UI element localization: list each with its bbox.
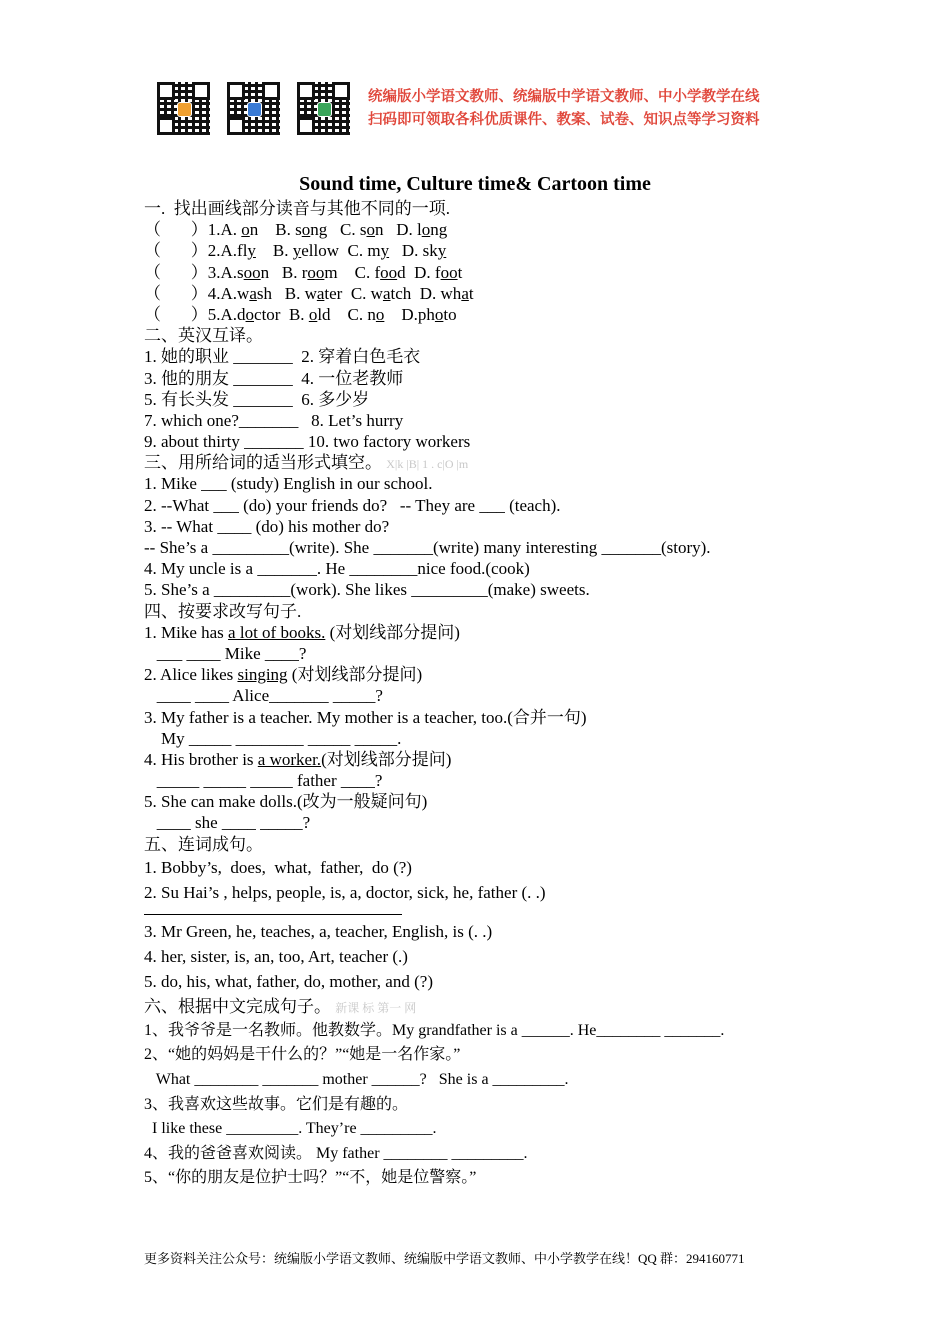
question-row: （ ）5.A.doctor B. old C. no D.photo <box>144 304 457 324</box>
question-row: （ ）4.A.wash B. water C. watch D. what <box>144 283 474 303</box>
fill-row: 2. --What ___ (do) your friends do? -- They are ___ (teach). <box>144 495 561 515</box>
section-5-heading: 五、连词成句。 <box>144 834 263 854</box>
fill-row: 4. My uncle is a _______. He ________nice food.(cook) <box>144 559 530 579</box>
answer-row: My _____ ________ _____ _____. <box>144 728 402 748</box>
question-row: （ ）1.A. on B. song C. son D. long <box>144 220 448 240</box>
answer-row: ___ ____ Mike ____? <box>144 643 307 663</box>
complete-row: What ________ _______ mother ______? She is a _________. <box>144 1071 569 1088</box>
question-row: （ ）2.A.fly B. yellow C. my D. sky <box>144 241 447 261</box>
translation-row: 3. 他的朋友 _______ 4. 一位老教师 <box>144 368 404 388</box>
page-footer: 更多资料关注公众号：统编版小学语文教师、统编版中学语文教师、中小学教学在线！QQ 群：294160771 <box>144 1251 745 1266</box>
order-row: 2. Su Hai’s , helps, people, is, a, doctor, sick, he, father (. .) <box>144 882 546 902</box>
qr-code-icon[interactable] <box>227 82 280 135</box>
complete-row: I like these _________. They’re _________. <box>144 1120 437 1138</box>
answer-row: _____ _____ _____ father ____? <box>144 771 383 791</box>
qr-code-icon[interactable] <box>297 82 350 135</box>
promo-line-2: 扫码即可领取各科优质课件、教案、试卷、知识点等学习资料 <box>368 112 760 128</box>
rewrite-row: 5. She can make dolls.(改为一般疑问句) <box>144 792 428 812</box>
fill-row: 1. Mike ___ (study) English in our school. <box>144 474 433 494</box>
page-title: Sound time, Culture time& Cartoon time <box>299 173 651 195</box>
worksheet-body <box>144 198 844 1191</box>
section-4-heading: 四、按要求改写句子. <box>144 601 302 621</box>
complete-row: 4、我的爸爸喜欢阅读。 My father ________ _________. <box>144 1144 528 1162</box>
fill-row: 5. She’s a _________(work). She likes _________(make) sweets. <box>144 580 590 600</box>
order-row: 1. Bobby’s, does, what, father, do (?) <box>144 857 412 877</box>
watermark-text: 新课 标 第一 网 <box>335 1000 417 1015</box>
section-3-heading: 三、用所给词的适当形式填空。 X|k |B| 1 . c|O |m <box>144 453 469 473</box>
fill-row: -- She’s a _________(write). She _______(write) many interesting _______(story). <box>144 538 711 557</box>
answer-line <box>144 905 402 915</box>
rewrite-row: 4. His brother is a worker.(对划线部分提问) <box>144 749 452 769</box>
qr-code-icon[interactable] <box>157 82 210 135</box>
rewrite-row: 2. Alice likes singing (对划线部分提问) <box>144 665 423 685</box>
order-row: 3. Mr Green, he, teaches, a, teacher, English, is (. .) <box>144 921 493 941</box>
translation-row: 9. about thirty _______ 10. two factory workers <box>144 432 471 452</box>
watermark-text: X|k |B| 1 . c|O |m <box>386 457 469 472</box>
complete-row: 5、“你的朋友是位护士吗？”“不，她是位警察。” <box>144 1169 477 1187</box>
answer-row: ____ she ____ _____? <box>144 813 311 833</box>
section-1-heading: 一. 找出画线部分读音与其他不同的一项. <box>144 199 450 218</box>
translation-row: 1. 她的职业 _______ 2. 穿着白色毛衣 <box>144 347 421 367</box>
order-row: 4. her, sister, is, an, too, Art, teacher (.) <box>144 946 408 966</box>
translation-row: 5. 有长头发 _______ 6. 多少岁 <box>144 389 370 409</box>
question-row: （ ）3.A.soon B. room C. food D. foot <box>144 262 463 282</box>
promo-text <box>368 86 760 132</box>
fill-row: 3. -- What ____ (do) his mother do? <box>144 516 390 536</box>
complete-row: 3、我喜欢这些故事。它们是有趣的。 <box>144 1095 409 1113</box>
qr-code-row <box>157 80 367 136</box>
rewrite-row: 1. Mike has a lot of books. (对划线部分提问) <box>144 622 460 642</box>
complete-row: 1、我爷爷是一名教师。他教数学。My grandfather is a ______. He________ _______. <box>144 1021 725 1039</box>
translation-row: 7. which one?_______ 8. Let’s hurry <box>144 410 404 430</box>
section-6-heading: 六、根据中文完成句子。 新课 标 第一 网 <box>144 996 417 1016</box>
section-2-heading: 二、英汉互译。 <box>144 326 263 346</box>
complete-row: 2、“她的妈妈是干什么的？”“她是一名作家。” <box>144 1046 461 1064</box>
rewrite-row: 3. My father is a teacher. My mother is a teacher, too.(合并一句) <box>144 707 587 727</box>
promo-line-1: 统编版小学语文教师、统编版中学语文教师、中小学教学在线 <box>368 89 760 105</box>
answer-row: ____ ____ Alice_______ _____? <box>144 686 383 706</box>
order-row: 5. do, his, what, father, do, mother, and (?) <box>144 971 433 991</box>
